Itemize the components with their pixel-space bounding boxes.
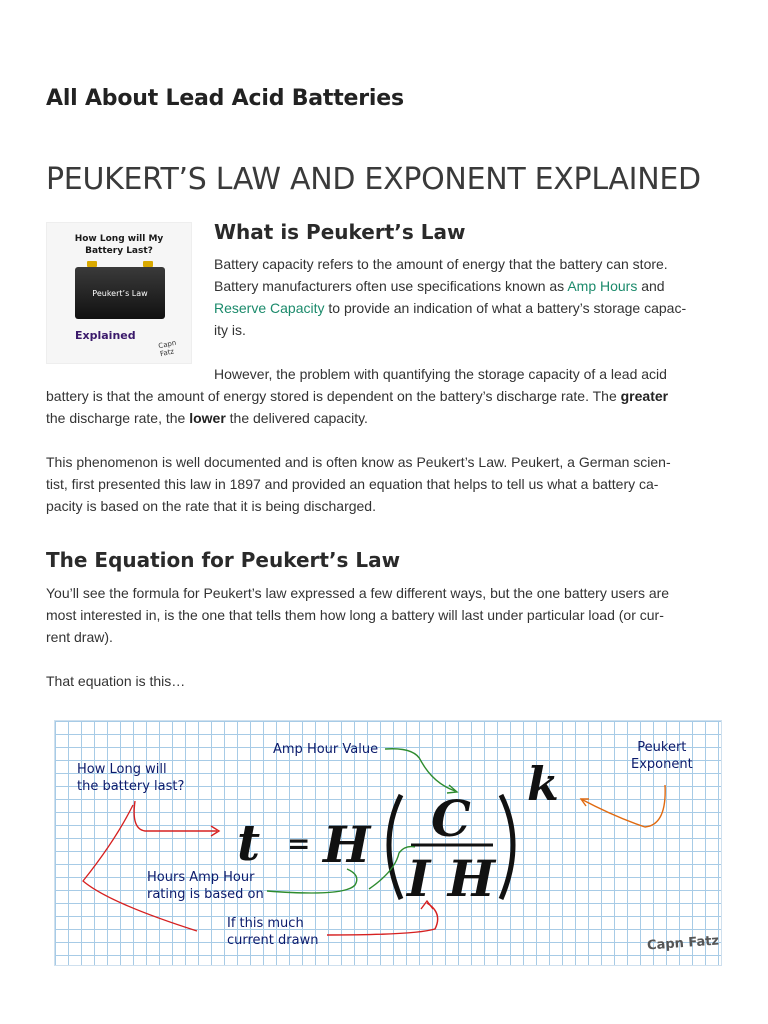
paragraph-phenomenon [46,451,736,517]
arrow-how-long-lower [83,805,197,931]
battery-label: Peukert’s Law [92,289,148,298]
label-how-long-line2: the battery last? [77,779,185,794]
phenomenon-line3: pacity is based on the rate that it is being discharged. [46,498,376,514]
thumbnail-caption-line1: How Long will My [74,234,164,244]
formula-line3: rent draw). [46,629,113,645]
diagram-annotations [55,721,721,965]
arrow-how-long [134,801,217,831]
paragraph-formula [46,582,736,648]
battery-icon [75,267,165,319]
intro-line3: to provide an indication of what a battery’s storage capac- [328,300,687,316]
label-hours-line1: Hours Amp Hour [147,870,255,885]
phenomenon-line2: tist, first presented this law in 1897 and provided an equation that helps to tell us what a battery ca- [46,476,659,492]
intro-and: and [641,278,665,294]
section-heading-what-is: What is Peukert’s Law [214,220,466,244]
intro-line4: ity is. [214,322,246,338]
section-heading-equation: The Equation for Peukert’s Law [46,548,401,572]
equation-t: t [237,813,261,872]
battery-terminal-positive [143,261,153,267]
problem-line2: battery is that the amount of energy stored is dependent on the battery’s discharge rate. The [46,388,617,404]
problem-line1: However, the problem with quantifying the storage capacity of a lead acid [214,366,667,382]
equation-equals: = [287,827,311,860]
paragraph-problem [46,363,736,429]
formula-line1: You’ll see the formula for Peukert’s law expressed a few different ways, but the one battery users are [46,585,670,601]
label-peukert-line1: Peukert [637,740,687,755]
thumbnail-explained: Explained [75,329,136,342]
amp-hours-link[interactable]: Amp Hours [567,278,638,294]
equation-right-paren [501,795,513,899]
arrow-amp-hour-value [385,749,455,791]
label-how-long-line1: How Long will [77,762,167,777]
phenomenon-line1: This phenomenon is well documented and is often know as Peukert’s Law. Peukert, a German scien- [46,454,671,470]
paragraph-intro [214,253,728,341]
site-title[interactable]: All About Lead Acid Batteries [46,86,404,111]
reserve-capacity-link[interactable]: Reserve Capacity [214,300,325,316]
formula-line2: most interested in, is the one that tells them how long a battery will last under particular load (or cur- [46,607,664,623]
paragraph-that-equation: That equation is this… [46,673,186,689]
intro-line2: Battery manufacturers often use specifications known as [214,278,565,294]
label-amp-hour-value: Amp Hour Value [273,742,379,757]
battery-terminal-negative [87,261,97,267]
problem-line3: the discharge rate, the [46,410,186,426]
peukert-equation-diagram [54,720,722,966]
thumbnail-caption [47,233,191,257]
arrow-hours-amp-hour-1 [267,869,357,893]
equation-k: k [527,757,559,811]
intro-line1: Battery capacity refers to the amount of energy that the battery can store. [214,256,668,272]
arrow-peukert-exponent [581,785,665,827]
equation-C: C [431,789,471,848]
thumbnail-credit: Capn Fatz [157,338,178,359]
diagram-credit: Capn Fatz [646,933,720,954]
page-title: PEUKERT’S LAW AND EXPONENT EXPLAINED [46,162,701,197]
equation-H: H [323,815,371,874]
label-peukert-line2: Exponent [631,757,693,772]
problem-line3-end: the delivered capacity. [229,410,368,426]
equation-IH: I H [407,849,496,908]
equation-left-paren [389,795,401,899]
label-hours-line2: rating is based on [147,887,264,902]
problem-lower: lower [189,410,226,426]
thumbnail-caption-line2: Battery Last? [85,246,153,256]
problem-greater: greater [620,388,669,404]
label-current-line1: If this much [227,916,304,931]
label-current-line2: current drawn [227,933,319,948]
arrow-hours-amp-hour-2 [369,847,415,889]
article-thumbnail-image [46,222,192,364]
